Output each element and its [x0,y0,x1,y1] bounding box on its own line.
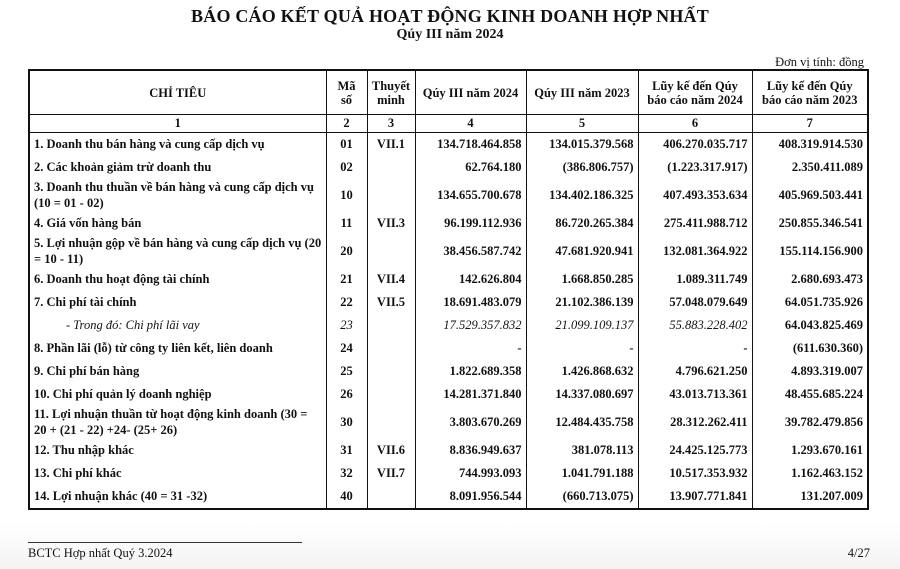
value-ytd-2023: 48.455.685.224 [752,383,868,406]
column-number: 7 [752,115,868,133]
value-ytd-2023: 64.051.735.926 [752,291,868,314]
value-q3-2023: (386.806.757) [526,156,638,179]
value-ytd-2024: 132.081.364.922 [638,235,752,268]
value-q3-2024: 3.803.670.269 [415,406,526,439]
value-ytd-2024: 28.312.262.411 [638,406,752,439]
row-label: 1. Doanh thu bán hàng và cung cấp dịch vụ [29,133,326,157]
table-row [29,439,868,462]
row-code: 20 [326,235,367,268]
value-ytd-2023: 2.350.411.089 [752,156,868,179]
row-note [367,235,415,268]
value-q3-2024: 744.993.093 [415,462,526,485]
row-note: VII.4 [367,268,415,291]
value-ytd-2024: 406.270.035.717 [638,133,752,157]
value-ytd-2024: 13.907.771.841 [638,485,752,509]
column-number: 3 [367,115,415,133]
table-row [29,462,868,485]
row-code: 26 [326,383,367,406]
value-q3-2024: 62.764.180 [415,156,526,179]
row-label: 14. Lợi nhuận khác (40 = 31 -32) [29,485,326,509]
row-label: 4. Giá vốn hàng bán [29,212,326,235]
value-ytd-2023: 155.114.156.900 [752,235,868,268]
table-row [29,268,868,291]
row-label: 13. Chi phí khác [29,462,326,485]
header-q3-2023: Qúy III năm 2023 [526,70,638,115]
row-note [367,314,415,337]
row-note: VII.7 [367,462,415,485]
table-row [29,406,868,439]
row-label: 11. Lợi nhuận thuần từ hoạt động kinh doanh (30 = 20 + (21 - 22) +24- (25+ 26) [29,406,326,439]
row-note: VII.5 [367,291,415,314]
column-number: 2 [326,115,367,133]
value-ytd-2024: - [638,337,752,360]
income-statement-table [28,69,869,510]
header-q3-2024: Qúy III năm 2024 [415,70,526,115]
value-q3-2023: 12.484.435.758 [526,406,638,439]
column-number: 1 [29,115,326,133]
row-note: VII.3 [367,212,415,235]
table-row [29,360,868,383]
value-ytd-2024: 275.411.988.712 [638,212,752,235]
row-label: 8. Phần lãi (lỗ) từ công ty liên kết, liên doanh [29,337,326,360]
value-q3-2024: 134.718.464.858 [415,133,526,157]
row-label: 5. Lợi nhuận gộp về bán hàng và cung cấp dịch vụ (20 = 10 - 11) [29,235,326,268]
row-code: 02 [326,156,367,179]
table-row-subitem [29,314,868,337]
row-note: VII.6 [367,439,415,462]
value-ytd-2024: 4.796.621.250 [638,360,752,383]
value-ytd-2024: 1.089.311.749 [638,268,752,291]
value-ytd-2023: 39.782.479.856 [752,406,868,439]
value-ytd-2023: (611.630.360) [752,337,868,360]
row-label: - Trong đó: Chi phí lãi vay [29,314,326,337]
row-code: 01 [326,133,367,157]
value-q3-2023: 134.015.379.568 [526,133,638,157]
row-label: 9. Chi phí bán hàng [29,360,326,383]
row-code: 32 [326,462,367,485]
row-note [367,156,415,179]
row-code: 10 [326,179,367,212]
value-ytd-2024: 43.013.713.361 [638,383,752,406]
value-ytd-2023: 64.043.825.469 [752,314,868,337]
table-row [29,485,868,509]
value-q3-2023: 21.099.109.137 [526,314,638,337]
value-q3-2023: 47.681.920.941 [526,235,638,268]
report-title: BÁO CÁO KẾT QUẢ HOẠT ĐỘNG KINH DOANH HỢP NHẤT [191,6,709,26]
value-q3-2024: 1.822.689.358 [415,360,526,383]
row-label: 6. Doanh thu hoạt động tài chính [29,268,326,291]
value-q3-2024: 142.626.804 [415,268,526,291]
row-label: 3. Doanh thu thuần về bán hàng và cung cấp dịch vụ (10 = 01 - 02) [29,179,326,212]
currency-unit: Đơn vị tính: đồng [775,55,864,69]
value-q3-2023: - [526,337,638,360]
row-code: 21 [326,268,367,291]
value-q3-2024: 17.529.357.832 [415,314,526,337]
row-note [367,360,415,383]
value-q3-2023: 1.426.868.632 [526,360,638,383]
value-q3-2023: 1.041.791.188 [526,462,638,485]
row-code: 25 [326,360,367,383]
value-ytd-2023: 1.162.463.152 [752,462,868,485]
row-note [367,383,415,406]
value-q3-2024: 134.655.700.678 [415,179,526,212]
table-row [29,156,868,179]
value-q3-2023: 1.668.850.285 [526,268,638,291]
report-subtitle: Qúy III năm 2024 [396,27,504,42]
table-row [29,133,868,157]
value-ytd-2024: 55.883.228.402 [638,314,752,337]
value-q3-2023: (660.713.075) [526,485,638,509]
value-ytd-2023: 408.319.914.530 [752,133,868,157]
value-ytd-2024: 24.425.125.773 [638,439,752,462]
value-ytd-2024: 57.048.079.649 [638,291,752,314]
row-label: 12. Thu nhập khác [29,439,326,462]
value-ytd-2023: 250.855.346.541 [752,212,868,235]
table-row [29,383,868,406]
table-row [29,291,868,314]
value-ytd-2023: 2.680.693.473 [752,268,868,291]
row-code: 24 [326,337,367,360]
row-note [367,337,415,360]
footer-document-name: BCTC Hợp nhất Quý 3.2024 [28,546,173,560]
row-note: VII.1 [367,133,415,157]
value-ytd-2023: 4.893.319.007 [752,360,868,383]
row-code: 22 [326,291,367,314]
value-ytd-2024: 407.493.353.634 [638,179,752,212]
value-ytd-2024: (1.223.317.917) [638,156,752,179]
value-ytd-2023: 1.293.670.161 [752,439,868,462]
value-q3-2024: - [415,337,526,360]
table-row [29,212,868,235]
footer-divider [28,542,302,543]
table-row [29,235,868,268]
value-ytd-2023: 131.207.009 [752,485,868,509]
row-code: 31 [326,439,367,462]
value-q3-2024: 96.199.112.936 [415,212,526,235]
row-code: 23 [326,314,367,337]
value-q3-2023: 21.102.386.139 [526,291,638,314]
table-row [29,179,868,212]
row-label: 10. Chi phí quản lý doanh nghiệp [29,383,326,406]
header-indicator: CHỈ TIÊU [29,70,326,115]
value-q3-2023: 134.402.186.325 [526,179,638,212]
row-code: 11 [326,212,367,235]
value-q3-2024: 38.456.587.742 [415,235,526,268]
row-code: 40 [326,485,367,509]
header-note: Thuyết minh [367,70,415,115]
value-ytd-2023: 405.969.503.441 [752,179,868,212]
value-ytd-2024: 10.517.353.932 [638,462,752,485]
table-row [29,337,868,360]
row-note [367,485,415,509]
header-ytd-2024: Lũy kế đến Qúy báo cáo năm 2024 [638,70,752,115]
row-label: 2. Các khoản giảm trừ doanh thu [29,156,326,179]
value-q3-2023: 14.337.080.697 [526,383,638,406]
row-label: 7. Chi phí tài chính [29,291,326,314]
row-code: 30 [326,406,367,439]
header-ytd-2023: Lũy kế đến Qúy báo cáo năm 2023 [752,70,868,115]
header-row [29,70,868,115]
value-q3-2024: 8.091.956.544 [415,485,526,509]
value-q3-2024: 18.691.483.079 [415,291,526,314]
value-q3-2023: 381.078.113 [526,439,638,462]
row-note [367,179,415,212]
column-number: 6 [638,115,752,133]
value-q3-2024: 8.836.949.637 [415,439,526,462]
header-code: Mã số [326,70,367,115]
value-q3-2023: 86.720.265.384 [526,212,638,235]
column-number: 4 [415,115,526,133]
column-number: 5 [526,115,638,133]
column-number-row [29,115,868,133]
page-number: 4/27 [847,546,870,560]
row-note [367,406,415,439]
value-q3-2024: 14.281.371.840 [415,383,526,406]
